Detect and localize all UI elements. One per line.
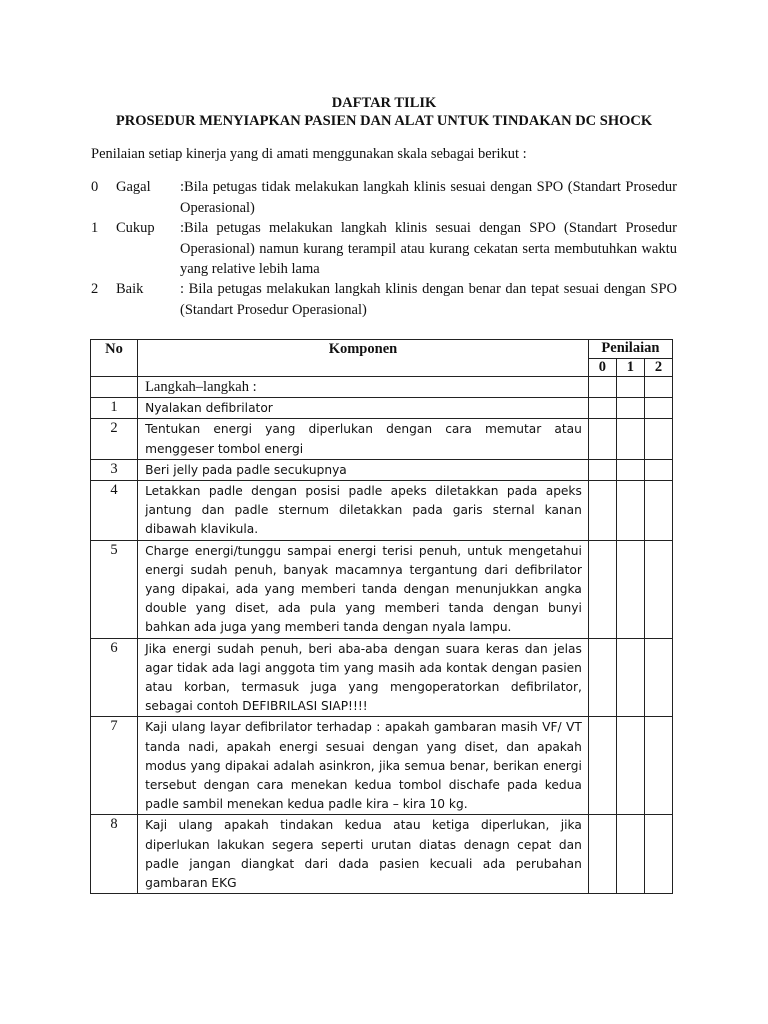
scale-name: Gagal <box>116 179 151 195</box>
scale-description: :Bila petugas melakukan langkah klinis sesuai dengan SPO (Standart Prosedur Operasional) namun kurang terampil atau kurang cekatan serta membutuhkan waktu yang relative lebih lama <box>180 220 677 277</box>
row-number: 2 <box>91 419 138 459</box>
score-cell[interactable] <box>616 481 644 541</box>
scale-number: 0 <box>91 179 99 195</box>
table-row <box>91 638 673 717</box>
score-cell[interactable] <box>588 419 616 459</box>
score-cell[interactable] <box>644 638 672 717</box>
row-component: Tentukan energi yang diperlukan dengan cara memutar atau menggeser tombol energi <box>138 419 589 459</box>
score-header-1: 1 <box>616 359 644 377</box>
section-no-cell <box>91 377 138 398</box>
score-cell[interactable] <box>588 481 616 541</box>
scale-name: Baik <box>116 281 144 297</box>
scale-number: 1 <box>91 220 99 236</box>
score-cell[interactable] <box>616 815 644 894</box>
scale-item-gagal <box>91 177 677 219</box>
score-cell[interactable] <box>616 459 644 480</box>
row-number: 5 <box>91 540 138 638</box>
checklist-table <box>90 339 673 894</box>
scale-description: : Bila petugas melakukan langkah klinis dengan benar dan tepat sesuai dengan SPO (Standart Prosedur Operasional) <box>180 281 677 318</box>
row-component: Nyalakan defibrilator <box>138 398 589 419</box>
table-row <box>91 419 673 459</box>
row-component: Kaji ulang layar defibrilator terhadap : apakah gambaran masih VF/ VT tanda nadi, apakah energi sesuai dengan yang diset, dan apakah modus yang dipakai adalah asinkron, jika semua benar, berikan energi tersebut dengan cara menekan kedua tombol dischafe pada kedua padle sambil menekan kedua padle kira – kira 10 kg. <box>138 717 589 815</box>
document-title: DAFTAR TILIK <box>331 95 437 111</box>
scale-item-cukup <box>91 218 677 280</box>
header-penilaian: Penilaian <box>588 340 672 359</box>
score-cell[interactable] <box>616 638 644 717</box>
document-subtitle: PROSEDUR MENYIAPKAN PASIEN DAN ALAT UNTUK TINDAKAN DC SHOCK <box>115 113 653 129</box>
header-komponen: Komponen <box>138 340 589 377</box>
row-number: 4 <box>91 481 138 541</box>
scale-item-baik <box>91 279 677 321</box>
table-row <box>91 717 673 815</box>
scale-number: 2 <box>91 281 99 297</box>
score-header-0: 0 <box>588 359 616 377</box>
score-cell[interactable] <box>644 377 672 398</box>
score-cell[interactable] <box>616 398 644 419</box>
table-row <box>91 481 673 541</box>
score-cell[interactable] <box>644 398 672 419</box>
row-number: 6 <box>91 638 138 717</box>
row-number: 3 <box>91 459 138 480</box>
table-header-row <box>91 340 673 359</box>
scale-description: :Bila petugas tidak melakukan langkah klinis sesuai dengan SPO (Standart Prosedur Operasional) <box>180 179 677 216</box>
table-row <box>91 815 673 894</box>
score-cell[interactable] <box>616 540 644 638</box>
score-cell[interactable] <box>644 815 672 894</box>
row-number: 7 <box>91 717 138 815</box>
score-header-2: 2 <box>644 359 672 377</box>
score-cell[interactable] <box>588 398 616 419</box>
table-row <box>91 398 673 419</box>
score-cell[interactable] <box>588 377 616 398</box>
score-cell[interactable] <box>588 459 616 480</box>
row-number: 1 <box>91 398 138 419</box>
score-cell[interactable] <box>588 540 616 638</box>
row-component: Kaji ulang apakah tindakan kedua atau ketiga diperlukan, jika diperlukan lakukan segera seperti urutan diatas denagn cepat dan padle jangan diangkat dari dada pasien kecuali ada perubahan gambaran EKG <box>138 815 589 894</box>
row-component: Letakkan padle dengan posisi padle apeks diletakkan pada apeks jantung dan padle sternum diletakkan pada garis sternal kanan dibawah klavikula. <box>138 481 589 541</box>
score-cell[interactable] <box>644 481 672 541</box>
row-number: 8 <box>91 815 138 894</box>
header-no: No <box>91 340 138 377</box>
score-cell[interactable] <box>616 419 644 459</box>
scale-name: Cukup <box>116 220 155 236</box>
row-component: Beri jelly pada padle secukupnya <box>138 459 589 480</box>
score-cell[interactable] <box>644 717 672 815</box>
score-cell[interactable] <box>616 717 644 815</box>
score-cell[interactable] <box>616 377 644 398</box>
score-cell[interactable] <box>588 717 616 815</box>
score-cell[interactable] <box>644 419 672 459</box>
table-row <box>91 540 673 638</box>
section-row <box>91 377 673 398</box>
score-cell[interactable] <box>588 638 616 717</box>
score-cell[interactable] <box>588 815 616 894</box>
intro-text: Penilaian setiap kinerja yang di amati menggunakan skala sebagai berikut : <box>91 146 527 162</box>
score-cell[interactable] <box>644 540 672 638</box>
section-label: Langkah–langkah : <box>138 377 589 398</box>
score-cell[interactable] <box>644 459 672 480</box>
row-component: Charge energi/tunggu sampai energi terisi penuh, untuk mengetahui energi sudah penuh, banyak macamnya tergantung dari defibrilator yang dipakai, ada yang memberi tanda dengan menunjukkan angka double yang diset, ada pula yang memberi tanda dengan bunyi bahkan ada juga yang memberi tanda dengan nyala lampu. <box>138 540 589 638</box>
row-component: Jika energi sudah penuh, beri aba-aba dengan suara keras dan jelas agar tidak ada lagi anggota tim yang masih ada kontak dengan pasien atau korban, termasuk juga yang mengoperatorkan defibrilator, sebagai contoh DEFIBRILASI SIAP!!!! <box>138 638 589 717</box>
table-row <box>91 459 673 480</box>
